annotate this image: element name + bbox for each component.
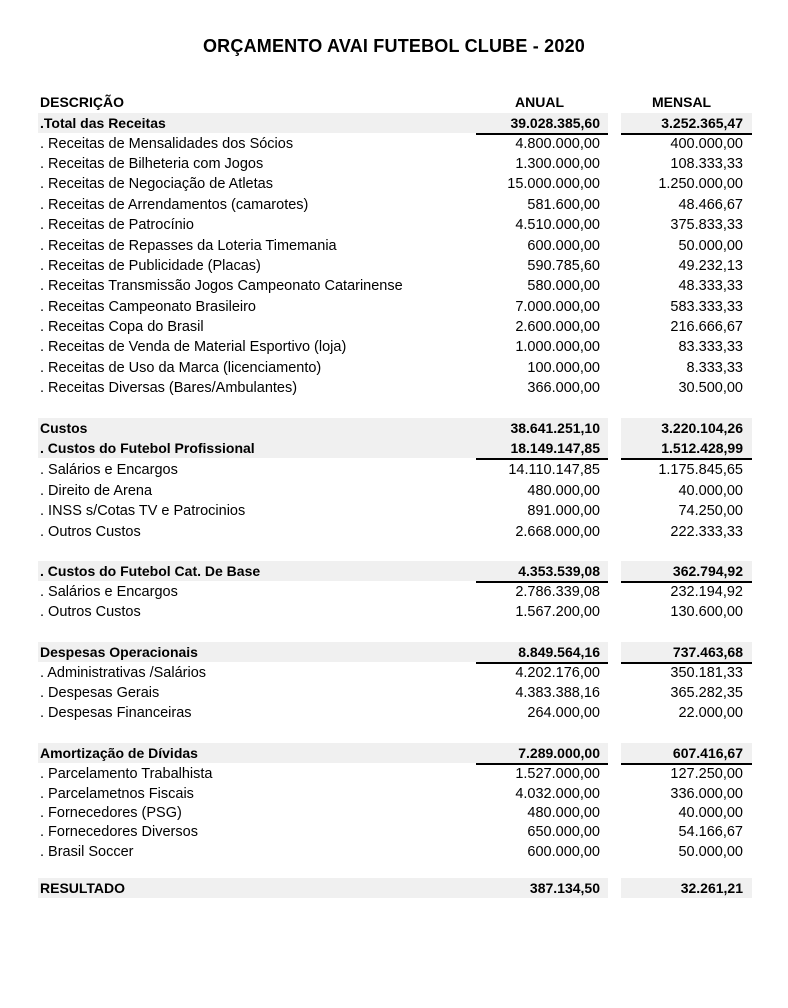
- row-monthly-value: 22.000,00: [678, 705, 743, 721]
- row-description: . Outros Custos: [40, 524, 141, 540]
- section-total-row: [38, 743, 752, 763]
- row-annual-value: 39.028.385,60: [510, 115, 600, 131]
- row-description: . Receitas de Negociação de Atletas: [40, 176, 273, 192]
- section-total-row: [38, 418, 752, 438]
- row-monthly-value: 350.181,33: [670, 665, 743, 681]
- row-annual-value: 580.000,00: [527, 278, 600, 294]
- row-monthly-value: 74.250,00: [678, 503, 743, 519]
- row-description: . INSS s/Cotas TV e Patrocinios: [40, 503, 246, 519]
- row-annual-value: 4.383.388,16: [515, 685, 600, 701]
- table-row: [38, 522, 752, 542]
- table-row: [38, 663, 752, 683]
- row-description: . Fornecedores Diversos: [40, 824, 198, 840]
- table-row: [38, 134, 752, 154]
- row-description: . Despesas Financeiras: [40, 705, 192, 721]
- row-annual-value: 4.353.539,08: [518, 563, 600, 579]
- table-row: [38, 154, 752, 174]
- page-title: ORÇAMENTO AVAI FUTEBOL CLUBE - 2020: [202, 36, 586, 56]
- section-total-row: [38, 561, 752, 581]
- row-description: . Receitas de Mensalidades dos Sócios: [40, 136, 294, 152]
- table-row: [38, 842, 752, 862]
- row-annual-value: 600.000,00: [527, 844, 600, 860]
- row-monthly-value: 583.333,33: [670, 299, 743, 315]
- row-monthly-value: 30.500,00: [678, 380, 743, 396]
- row-annual-value: 581.600,00: [527, 197, 600, 213]
- row-monthly-value: 232.194,92: [670, 584, 743, 600]
- row-description: Amortização de Dívidas: [40, 745, 198, 761]
- row-monthly-value: 222.333,33: [670, 524, 743, 540]
- row-annual-value: 4.032.000,00: [515, 786, 600, 802]
- row-description: . Brasil Soccer: [40, 844, 134, 860]
- row-annual-value: 2.786.339,08: [515, 584, 600, 600]
- row-description: . Receitas de Venda de Material Esportivo (loja): [40, 339, 347, 355]
- row-description: Custos: [40, 420, 88, 436]
- table-row: [38, 195, 752, 215]
- header-descricao: DESCRIÇÃO: [40, 94, 125, 110]
- table-row: [38, 784, 752, 804]
- row-monthly-value: 40.000,00: [678, 805, 743, 821]
- row-description: . Custos do Futebol Profissional: [40, 440, 255, 456]
- row-description: . Receitas de Arrendamentos (camarotes): [40, 197, 309, 213]
- row-monthly-value: 1.250.000,00: [658, 176, 743, 192]
- row-annual-value: 650.000,00: [527, 824, 600, 840]
- row-monthly-value: 336.000,00: [670, 786, 743, 802]
- row-monthly-value: 32.261,21: [680, 880, 743, 896]
- row-description: . Receitas de Bilheteria com Jogos: [40, 156, 264, 172]
- row-annual-value: 38.641.251,10: [510, 420, 600, 436]
- table-row: [38, 297, 752, 317]
- row-description: . Despesas Gerais: [40, 685, 160, 701]
- table-row: [38, 602, 752, 622]
- row-monthly-value: 127.250,00: [670, 766, 743, 782]
- row-description: . Receitas Campeonato Brasileiro: [40, 299, 256, 315]
- row-monthly-value: 49.232,13: [678, 258, 743, 274]
- row-monthly-value: 607.416,67: [672, 745, 743, 761]
- row-monthly-value: 50.000,00: [678, 844, 743, 860]
- row-description: . Custos do Futebol Cat. De Base: [40, 563, 261, 579]
- row-description: . Salários e Encargos: [40, 462, 178, 478]
- row-annual-value: 14.110.147,85: [508, 462, 600, 478]
- row-description: . Receitas Copa do Brasil: [40, 319, 204, 335]
- row-annual-value: 100.000,00: [527, 360, 600, 376]
- row-annual-value: 590.785,60: [527, 258, 600, 274]
- row-annual-value: 2.600.000,00: [515, 319, 600, 335]
- row-monthly-value: 8.333,33: [686, 360, 743, 376]
- row-description: .Total das Receitas: [40, 115, 166, 131]
- row-description: . Salários e Encargos: [40, 584, 178, 600]
- table-row: [38, 337, 752, 357]
- row-annual-value: 480.000,00: [527, 805, 600, 821]
- row-description: Despesas Operacionais: [40, 644, 198, 660]
- row-annual-value: 15.000.000,00: [507, 176, 600, 192]
- row-monthly-value: 50.000,00: [678, 238, 743, 254]
- row-description: . Parcelametnos Fiscais: [40, 786, 194, 802]
- table-row: [38, 317, 752, 337]
- row-monthly-value: 48.333,33: [678, 278, 743, 294]
- table-row: [38, 358, 752, 378]
- row-annual-value: 1.567.200,00: [515, 604, 600, 620]
- section-total-row: [38, 878, 752, 898]
- table-row: [38, 378, 752, 398]
- table-row: [38, 683, 752, 703]
- header-mensal: MENSAL: [652, 94, 712, 110]
- table-row: [38, 215, 752, 235]
- row-monthly-value: 40.000,00: [678, 483, 743, 499]
- row-monthly-value: 216.666,67: [670, 319, 743, 335]
- row-description: . Outros Custos: [40, 604, 141, 620]
- table-row: [38, 822, 752, 842]
- row-annual-value: 366.000,00: [527, 380, 600, 396]
- row-annual-value: 264.000,00: [527, 705, 600, 721]
- row-description: . Receitas de Uso da Marca (licenciamento): [40, 360, 322, 376]
- row-monthly-value: 3.220.104,26: [661, 420, 743, 436]
- row-annual-value: 18.149.147,85: [510, 440, 600, 456]
- row-description: RESULTADO: [40, 880, 126, 896]
- row-monthly-value: 362.794,92: [672, 563, 743, 579]
- table-row: [38, 481, 752, 501]
- row-description: . Receitas de Repasses da Loteria Timemania: [40, 238, 337, 254]
- row-description: . Receitas Transmissão Jogos Campeonato Catarinense: [40, 278, 403, 294]
- table-row: [38, 236, 752, 256]
- table-row: [38, 460, 752, 480]
- row-description: . Receitas de Publicidade (Placas): [40, 258, 261, 274]
- row-monthly-value: 737.463,68: [672, 644, 743, 660]
- table-row: [38, 582, 752, 602]
- row-description: . Fornecedores (PSG): [40, 805, 182, 821]
- table-row: [38, 703, 752, 723]
- header-anual: ANUAL: [515, 94, 564, 110]
- row-description: . Receitas Diversas (Bares/Ambulantes): [40, 380, 298, 396]
- table-row: [38, 174, 752, 194]
- table-row: [38, 256, 752, 276]
- row-monthly-value: 1.512.428,99: [661, 440, 743, 456]
- row-annual-value: 387.134,50: [529, 880, 600, 896]
- section-total-row: [38, 438, 752, 458]
- row-annual-value: 600.000,00: [527, 238, 600, 254]
- table-row: [38, 764, 752, 784]
- row-description: . Parcelamento Trabalhista: [40, 766, 213, 782]
- row-annual-value: 1.527.000,00: [515, 766, 600, 782]
- row-monthly-value: 375.833,33: [670, 217, 743, 233]
- row-monthly-value: 48.466,67: [678, 197, 743, 213]
- row-annual-value: 4.202.176,00: [515, 665, 600, 681]
- section-total-row: [38, 113, 752, 133]
- row-monthly-value: 54.166,67: [678, 824, 743, 840]
- row-monthly-value: 108.333,33: [670, 156, 743, 172]
- row-annual-value: 1.300.000,00: [515, 156, 600, 172]
- row-annual-value: 7.000.000,00: [515, 299, 600, 315]
- row-annual-value: 2.668.000,00: [515, 524, 600, 540]
- row-description: . Receitas de Patrocínio: [40, 217, 194, 233]
- row-monthly-value: 3.252.365,47: [661, 115, 743, 131]
- row-annual-value: 891.000,00: [527, 503, 600, 519]
- row-description: . Direito de Arena: [40, 483, 153, 499]
- row-monthly-value: 365.282,35: [670, 685, 743, 701]
- table-row: [38, 501, 752, 521]
- row-monthly-value: 400.000,00: [670, 136, 743, 152]
- table-row: [38, 276, 752, 296]
- row-annual-value: 4.800.000,00: [515, 136, 600, 152]
- row-annual-value: 480.000,00: [527, 483, 600, 499]
- table-row: [38, 803, 752, 823]
- row-description: . Administrativas /Salários: [40, 665, 207, 681]
- row-annual-value: 7.289.000,00: [518, 745, 600, 761]
- row-annual-value: 8.849.564,16: [518, 644, 600, 660]
- row-monthly-value: 1.175.845,65: [658, 462, 743, 478]
- row-monthly-value: 130.600,00: [670, 604, 743, 620]
- section-total-row: [38, 642, 752, 662]
- row-annual-value: 1.000.000,00: [515, 339, 600, 355]
- row-annual-value: 4.510.000,00: [515, 217, 600, 233]
- row-monthly-value: 83.333,33: [678, 339, 743, 355]
